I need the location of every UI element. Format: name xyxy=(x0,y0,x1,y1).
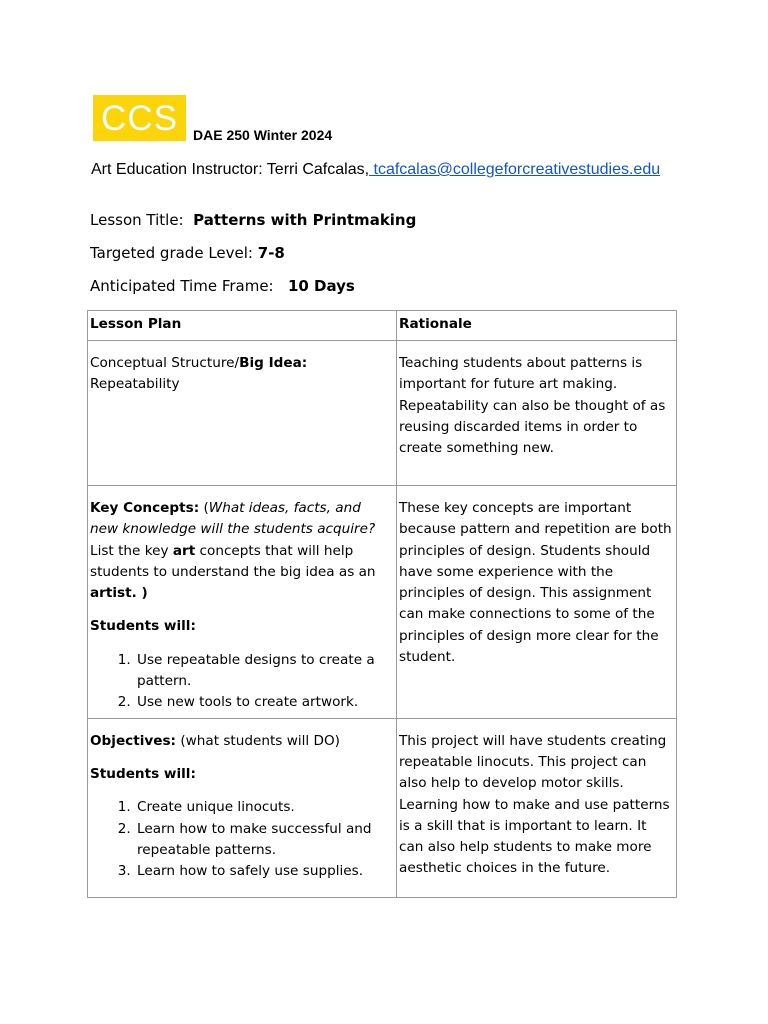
time-frame-line xyxy=(90,277,355,295)
instructor-email-link[interactable]: tcafcalas@collegeforcreativestudies.edu xyxy=(369,161,661,178)
table-header-row xyxy=(88,311,677,341)
big-idea-cell: Conceptual Structure/Big Idea: Repeatability xyxy=(88,341,397,486)
table-row xyxy=(88,341,677,486)
instructor-line xyxy=(91,161,660,179)
key-concepts-list xyxy=(90,650,393,714)
header-lesson-plan: Lesson Plan xyxy=(88,311,397,341)
lesson-title-value: Patterns with Printmaking xyxy=(193,211,417,229)
ccs-logo xyxy=(93,95,186,141)
objectives-rationale: This project will have students creating repeatable linocuts. This project can also help to develop motor skills. Learning how to make and use patterns is a skill that is important to learn. It can also help students to make more aesthetic choices in the future. xyxy=(397,718,677,897)
list-item: 1. Create unique linocuts. xyxy=(135,797,393,818)
course-title: DAE 250 Winter 2024 xyxy=(193,127,333,143)
key-concepts-cell: Key Concepts: (What ideas, facts, and new knowledge will the students acquire? List the key art concepts that will help students to understand the big idea as an artist. ) Students will: 1. Use repeatable designs to create a pattern. 2. Use new tools to create artwork. xyxy=(88,486,397,719)
grade-level-label: Targeted grade Level: xyxy=(90,244,253,262)
list-item: 3. Learn how to safely use supplies. xyxy=(135,861,393,882)
big-idea-value: Repeatability xyxy=(90,376,180,393)
lesson-title-label: Lesson Title: xyxy=(90,211,184,229)
table-row xyxy=(88,718,677,897)
objectives-cell: Objectives: (what students will DO) Students will: 1. Create unique linocuts. 2. Learn how to make successful and repeatable patterns. 3. Learn how to safely use supplies. xyxy=(88,718,397,897)
lesson-title-line xyxy=(90,211,416,229)
list-item: 2. Use new tools to create artwork. xyxy=(135,692,393,713)
list-item: 1. Use repeatable designs to create a pattern. xyxy=(135,650,393,693)
time-frame-value: 10 Days xyxy=(287,277,355,295)
big-idea-rationale: Teaching students about patterns is important for future art making. Repeatability can also be thought of as reusing discarded items in order to create something new. xyxy=(397,341,677,486)
table-row xyxy=(88,486,677,719)
students-will-label: Students will: xyxy=(90,765,196,782)
key-concepts-rationale: These key concepts are important because pattern and repetition are both principles of design. Students should have some experience with the principles of design. This assignment can make connections to some of the principles of design more clear for the student. xyxy=(397,486,677,719)
header-rationale: Rationale xyxy=(397,311,677,341)
instructor-label: Art Education Instructor: Terri Cafcalas, xyxy=(91,161,370,178)
grade-level-value: 7-8 xyxy=(257,244,285,262)
lesson-plan-table xyxy=(87,310,677,898)
grade-level-line xyxy=(90,244,285,262)
students-will-label: Students will: xyxy=(90,618,196,635)
time-frame-label: Anticipated Time Frame: xyxy=(90,277,274,295)
objectives-list xyxy=(90,797,393,882)
logo-text: CCS xyxy=(101,98,178,138)
list-item: 2. Learn how to make successful and repeatable patterns. xyxy=(135,819,393,862)
